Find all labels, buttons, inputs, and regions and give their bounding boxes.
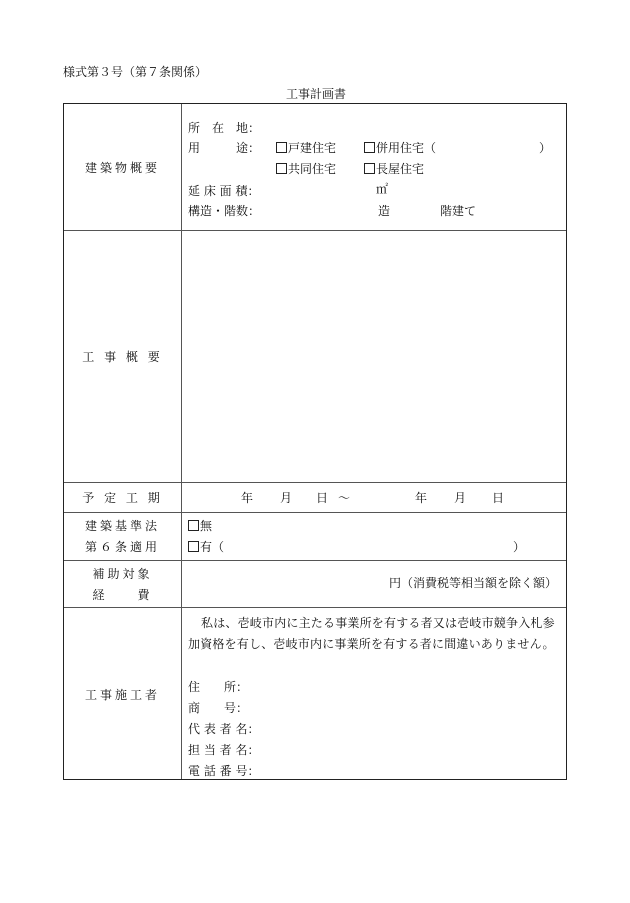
floor-area-label: 延 床 面 積： [188, 184, 260, 198]
representative-label: 代 表 者 名： [188, 722, 260, 736]
form-number: 様式第３号（第７条関係） [63, 65, 208, 79]
use-option-apartment[interactable] [276, 163, 336, 175]
checkbox-detached[interactable] [276, 142, 287, 153]
checkbox-apartment[interactable] [276, 163, 287, 174]
schedule-label: 予 定 工 期 [82, 491, 163, 505]
row-divider [64, 230, 566, 231]
use-option-detached[interactable] [276, 142, 336, 154]
start-year-unit: 年 [241, 491, 254, 505]
article6-none-text: 無 [200, 519, 213, 533]
floors-unit: 階建て [440, 204, 477, 218]
article6-yes-close: ） [513, 540, 526, 554]
work-summary-label: 工 事 概 要 [82, 350, 163, 364]
structure-unit: 造 [378, 204, 391, 218]
form-table [63, 103, 567, 780]
use-option-row-house-text: 長屋住宅 [376, 162, 425, 176]
end-year-unit: 年 [415, 491, 428, 505]
row-divider [64, 482, 566, 483]
subsidy-label-line2: 経 費 [92, 588, 153, 602]
contractor-label: 工事施工者 [84, 688, 160, 702]
use-option-mixed-text: 併用住宅（ [376, 141, 437, 155]
start-day-unit: 日 [316, 491, 329, 505]
schedule-tilde: 〜 [338, 491, 351, 505]
use-option-row-house[interactable] [364, 163, 424, 175]
article6-label-line1: 建築基準法 [84, 519, 160, 533]
use-option-mixed[interactable] [364, 142, 436, 154]
row-divider [64, 607, 566, 608]
use-option-mixed-close: ） [539, 141, 552, 155]
use-label: 用 途： [188, 141, 261, 155]
person-in-charge-label: 担 当 者 名： [188, 743, 260, 757]
end-day-unit: 日 [492, 491, 505, 505]
subsidy-label-line1: 補助対象 [92, 567, 153, 581]
checkbox-mixed[interactable] [364, 142, 375, 153]
checkbox-none[interactable] [188, 520, 199, 531]
row-divider [64, 560, 566, 561]
start-month-unit: 月 [280, 491, 293, 505]
label-column-divider [181, 104, 182, 779]
address-label: 住 所： [188, 680, 249, 694]
checkbox-yes[interactable] [188, 541, 199, 552]
article6-option-none[interactable] [188, 520, 212, 532]
article6-yes-text: 有（ [200, 540, 225, 554]
use-option-apartment-text: 共同住宅 [288, 162, 337, 176]
article6-label-line2: 第６条適用 [84, 540, 160, 554]
subsidy-unit-note: 円（消費税等相当額を除く額） [389, 576, 558, 590]
phone-label: 電 話 番 号： [188, 764, 260, 778]
row-divider [64, 512, 566, 513]
contractor-statement-line2: 加資格を有し、壱岐市内に事業所を有する者に間違いありません。 [188, 637, 555, 651]
work-summary-field[interactable] [184, 234, 562, 478]
building-overview-label: 建築物概要 [84, 161, 160, 175]
page-title: 工事計画書 [286, 87, 347, 101]
article6-option-yes[interactable] [188, 541, 224, 553]
use-option-detached-text: 戸建住宅 [288, 141, 337, 155]
location-label: 所 在 地： [188, 121, 261, 135]
contractor-statement-line1: 私は、壱岐市内に主たる事業所を有する者又は壱岐市競争入札参 [201, 616, 555, 630]
trade-name-label: 商 号： [188, 701, 249, 715]
end-month-unit: 月 [454, 491, 467, 505]
structure-label: 構造・階数： [188, 204, 261, 218]
floor-area-unit: ㎡ [376, 182, 389, 196]
checkbox-row-house[interactable] [364, 163, 375, 174]
